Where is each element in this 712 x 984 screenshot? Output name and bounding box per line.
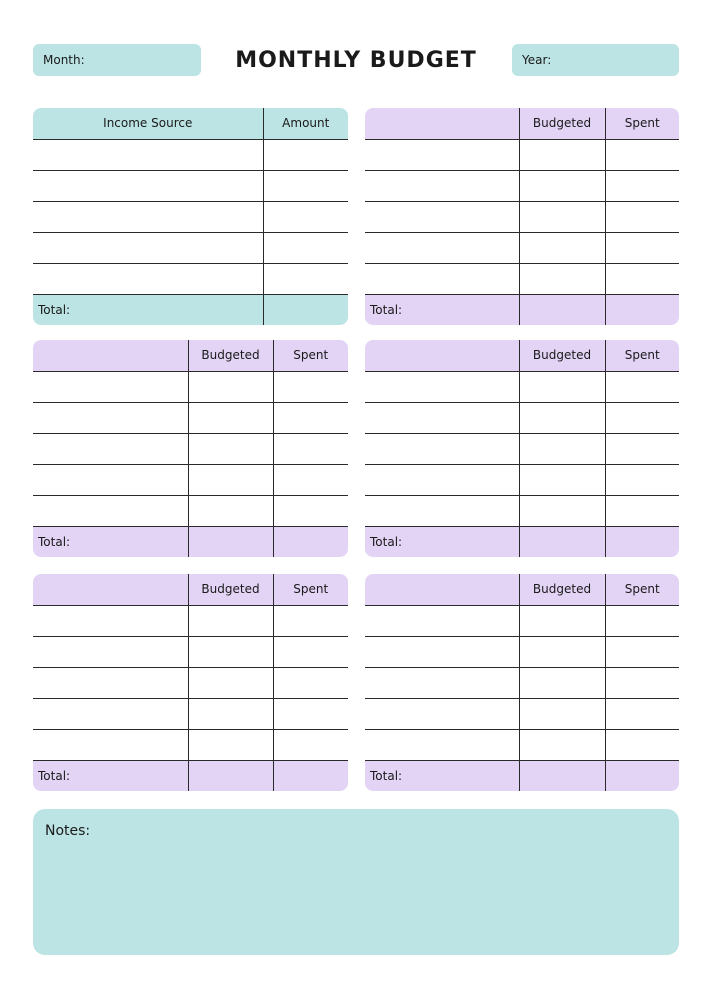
table-row[interactable] [365,433,679,464]
budgeted-header: Budgeted [188,574,273,605]
table-row[interactable] [365,605,679,636]
category-table-3 [365,340,679,557]
table-row[interactable] [33,729,348,760]
budgeted-header: Budgeted [188,340,273,371]
table-row[interactable] [365,402,679,433]
table-row[interactable] [33,464,348,495]
category-table-2 [33,340,348,557]
income-total-row [33,294,348,325]
spent-total[interactable] [605,760,679,791]
category-name-header[interactable] [33,340,188,371]
table-row[interactable] [365,636,679,667]
table-row[interactable] [33,263,348,294]
category-name-header[interactable] [365,108,519,139]
category-table-5 [365,574,679,791]
total-label: Total: [370,534,403,549]
category-name-header[interactable] [33,574,188,605]
year-field[interactable] [512,44,679,76]
table-row[interactable] [365,371,679,402]
table-row[interactable] [33,605,348,636]
budgeted-total[interactable] [519,526,605,557]
table-row[interactable] [33,698,348,729]
income-table [33,108,348,325]
category-header-row [365,574,679,605]
spent-total[interactable] [273,760,348,791]
spent-total[interactable] [273,526,348,557]
budgeted-header: Budgeted [519,574,605,605]
page-title: MONTHLY BUDGET [235,48,477,73]
table-row[interactable] [365,201,679,232]
spent-header: Spent [605,108,679,139]
spent-total[interactable] [605,294,679,325]
budgeted-total[interactable] [519,760,605,791]
category-header-row [365,340,679,371]
notes-box[interactable] [33,809,679,955]
amount-header: Amount [263,108,348,139]
budgeted-header: Budgeted [519,340,605,371]
income-source-header: Income Source [33,108,263,139]
table-row[interactable] [365,232,679,263]
total-label: Total: [38,302,71,317]
category-header-row [365,108,679,139]
table-row[interactable] [33,667,348,698]
category-total-row [365,294,679,325]
table-row[interactable] [365,495,679,526]
table-row[interactable] [365,698,679,729]
total-label: Total: [370,768,403,783]
category-name-header[interactable] [365,574,519,605]
table-row[interactable] [365,139,679,170]
category-total-row [33,526,348,557]
table-row[interactable] [365,170,679,201]
year-label: Year: [522,53,552,67]
table-row[interactable] [33,495,348,526]
table-row[interactable] [33,139,348,170]
category-total-row [365,526,679,557]
total-label: Total: [38,768,71,783]
table-row[interactable] [33,371,348,402]
spent-total[interactable] [605,526,679,557]
category-total-row [33,760,348,791]
table-row[interactable] [33,433,348,464]
table-row[interactable] [365,263,679,294]
table-row[interactable] [33,402,348,433]
table-row[interactable] [33,636,348,667]
total-label: Total: [38,534,71,549]
month-field[interactable] [33,44,201,76]
spent-header: Spent [273,574,348,605]
spent-header: Spent [605,340,679,371]
table-row[interactable] [365,464,679,495]
category-header-row [33,340,348,371]
category-table-1 [365,108,679,325]
category-total-row [365,760,679,791]
spent-header: Spent [605,574,679,605]
category-table-4 [33,574,348,791]
category-header-row [33,574,348,605]
spent-header: Spent [273,340,348,371]
income-total-amount[interactable] [263,294,348,325]
table-row[interactable] [33,201,348,232]
table-row[interactable] [33,170,348,201]
table-row[interactable] [33,232,348,263]
budgeted-total[interactable] [519,294,605,325]
income-header-row [33,108,348,139]
table-row[interactable] [365,729,679,760]
budgeted-header: Budgeted [519,108,605,139]
budgeted-total[interactable] [188,526,273,557]
table-row[interactable] [365,667,679,698]
budgeted-total[interactable] [188,760,273,791]
total-label: Total: [370,302,403,317]
notes-label: Notes: [45,823,91,839]
category-name-header[interactable] [365,340,519,371]
month-label: Month: [43,53,85,67]
